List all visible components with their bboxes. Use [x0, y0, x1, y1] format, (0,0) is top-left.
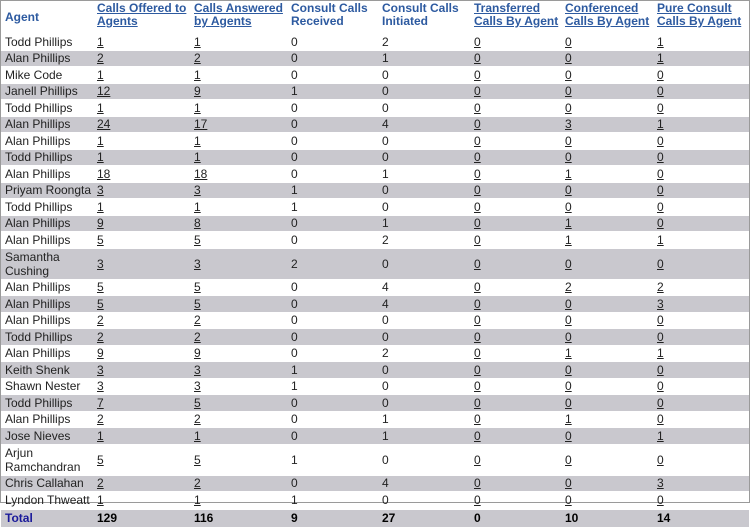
cell-consult-received: 0	[287, 475, 378, 492]
cell-consult-received: 0	[287, 411, 378, 428]
cell-agent: Mike Code	[1, 67, 93, 84]
cell-calls-answered-link[interactable]: 3	[194, 256, 201, 271]
cell-consult-initiated: 1	[378, 166, 470, 183]
cell-calls-answered-link[interactable]: 1	[194, 428, 201, 443]
cell-pure-consult-link[interactable]: 0	[657, 183, 664, 198]
cell-conferenced-link[interactable]: 0	[565, 428, 572, 443]
cell-calls-answered-link[interactable]: 1	[194, 100, 201, 115]
table-row	[1, 133, 749, 150]
cell-conferenced-link[interactable]: 0	[565, 67, 572, 82]
cell-pure-consult-link[interactable]: 1	[657, 51, 664, 66]
cell-pure-consult-link[interactable]: 3	[657, 476, 664, 491]
cell-calls-answered-link[interactable]: 9	[194, 346, 201, 361]
table-row	[1, 312, 749, 329]
cell-transferred-link[interactable]: 0	[474, 150, 481, 165]
cell-calls-offered-link[interactable]: 1	[97, 100, 104, 115]
table-row	[1, 215, 749, 232]
cell-consult-initiated: 1	[378, 50, 470, 67]
cell-calls-offered-link[interactable]: 5	[97, 280, 104, 295]
total-answered: 116	[190, 509, 287, 527]
cell-consult-initiated: 0	[378, 395, 470, 412]
cell-calls-answered-link[interactable]: 5	[194, 296, 201, 311]
cell-calls-answered-link[interactable]: 18	[194, 166, 208, 181]
cell-calls-answered-link[interactable]: 5	[194, 232, 201, 247]
cell-calls-offered-link[interactable]: 18	[97, 166, 111, 181]
cell-conferenced-link[interactable]: 0	[565, 34, 572, 49]
cell-pure-consult-link[interactable]: 0	[657, 329, 664, 344]
table-row	[1, 428, 749, 445]
cell-calls-answered-link[interactable]: 2	[194, 313, 201, 328]
cell-consult-initiated: 4	[378, 475, 470, 492]
cell-agent: Shawn Nester	[1, 378, 93, 395]
cell-conferenced-link[interactable]: 2	[565, 280, 572, 295]
cell-calls-answered-link[interactable]: 17	[194, 117, 208, 132]
cell-consult-initiated: 0	[378, 362, 470, 379]
cell-calls-answered-link[interactable]: 3	[194, 379, 201, 394]
cell-calls-offered-link[interactable]: 24	[97, 117, 111, 132]
cell-consult-initiated: 0	[378, 492, 470, 509]
cell-transferred-link[interactable]: 0	[474, 166, 481, 181]
cell-calls-answered-link[interactable]: 1	[194, 67, 201, 82]
cell-consult-received: 0	[287, 67, 378, 84]
cell-agent: Lyndon Thweatt	[1, 492, 93, 509]
cell-consult-initiated: 0	[378, 329, 470, 346]
cell-agent: Keith Shenk	[1, 362, 93, 379]
cell-agent: Todd Phillips	[1, 100, 93, 117]
cell-consult-initiated: 0	[378, 378, 470, 395]
cell-conferenced-link[interactable]: 0	[565, 379, 572, 394]
cell-consult-received: 0	[287, 50, 378, 67]
cell-pure-consult-link[interactable]: 1	[657, 232, 664, 247]
total-offered: 129	[93, 509, 190, 527]
cell-agent: Chris Callahan	[1, 475, 93, 492]
cell-agent: Alan Phillips	[1, 133, 93, 150]
cell-calls-offered-link[interactable]: 1	[97, 428, 104, 443]
cell-consult-received: 0	[287, 100, 378, 117]
cell-conferenced-link[interactable]: 0	[565, 150, 572, 165]
cell-transferred-link[interactable]: 0	[474, 476, 481, 491]
table-row	[1, 182, 749, 199]
table-row	[1, 395, 749, 412]
cell-calls-answered-link[interactable]: 8	[194, 216, 201, 231]
cell-calls-answered-link[interactable]: 9	[194, 84, 201, 99]
cell-consult-initiated: 1	[378, 215, 470, 232]
cell-pure-consult-link[interactable]: 0	[657, 133, 664, 148]
header-consult-initiated: Consult Calls Initiated	[382, 1, 459, 28]
cell-pure-consult-link[interactable]: 0	[657, 216, 664, 231]
cell-transferred-link[interactable]: 0	[474, 492, 481, 507]
cell-pure-consult-link[interactable]: 2	[657, 280, 664, 295]
header-calls-offered[interactable]: Calls Offered to Agents	[97, 1, 187, 28]
cell-consult-received: 0	[287, 34, 378, 51]
cell-agent: Samantha Cushing	[1, 248, 93, 279]
table-row	[1, 492, 749, 509]
cell-consult-initiated: 2	[378, 345, 470, 362]
cell-consult-received: 0	[287, 345, 378, 362]
cell-transferred-link[interactable]: 0	[474, 183, 481, 198]
table-row	[1, 83, 749, 100]
table-row	[1, 296, 749, 313]
cell-pure-consult-link[interactable]: 1	[657, 346, 664, 361]
cell-agent: Alan Phillips	[1, 215, 93, 232]
cell-calls-answered-link[interactable]: 3	[194, 183, 201, 198]
cell-agent: Alan Phillips	[1, 232, 93, 249]
cell-consult-initiated: 0	[378, 312, 470, 329]
cell-transferred-link[interactable]: 0	[474, 379, 481, 394]
cell-calls-offered-link[interactable]: 5	[97, 296, 104, 311]
cell-transferred-link[interactable]: 0	[474, 313, 481, 328]
cell-pure-consult-link[interactable]: 1	[657, 428, 664, 443]
cell-calls-answered-link[interactable]: 2	[194, 476, 201, 491]
cell-calls-offered-link[interactable]: 5	[97, 452, 104, 467]
total-row	[1, 509, 749, 527]
cell-calls-answered-link[interactable]: 1	[194, 34, 201, 49]
table-row	[1, 199, 749, 216]
table-row	[1, 411, 749, 428]
header-conferenced[interactable]: Conferenced Calls By Agent	[565, 1, 650, 28]
cell-pure-consult-link[interactable]: 0	[657, 452, 664, 467]
cell-calls-offered-link[interactable]: 1	[97, 133, 104, 148]
cell-conferenced-link[interactable]: 0	[565, 256, 572, 271]
cell-conferenced-link[interactable]: 0	[565, 362, 572, 377]
cell-transferred-link[interactable]: 0	[474, 133, 481, 148]
cell-consult-received: 1	[287, 83, 378, 100]
cell-agent: Alan Phillips	[1, 345, 93, 362]
cell-conferenced-link[interactable]: 1	[565, 166, 572, 181]
cell-calls-answered-link[interactable]: 1	[194, 199, 201, 214]
cell-transferred-link[interactable]: 0	[474, 362, 481, 377]
cell-calls-answered-link[interactable]: 1	[194, 492, 201, 507]
cell-transferred-link[interactable]: 0	[474, 67, 481, 82]
cell-conferenced-link[interactable]: 1	[565, 412, 572, 427]
table-row	[1, 345, 749, 362]
cell-consult-initiated: 0	[378, 149, 470, 166]
cell-agent: Jose Nieves	[1, 428, 93, 445]
cell-agent: Alan Phillips	[1, 279, 93, 296]
cell-calls-offered-link[interactable]: 3	[97, 183, 104, 198]
table-row	[1, 50, 749, 67]
cell-pure-consult-link[interactable]: 0	[657, 395, 664, 410]
cell-calls-answered-link[interactable]: 5	[194, 452, 201, 467]
cell-consult-received: 0	[287, 395, 378, 412]
cell-consult-initiated: 1	[378, 428, 470, 445]
header-row	[1, 1, 749, 34]
table-row	[1, 279, 749, 296]
cell-calls-offered-link[interactable]: 12	[97, 84, 111, 99]
header-pure-consult[interactable]: Pure Consult Calls By Agent	[657, 1, 742, 28]
cell-consult-received: 0	[287, 232, 378, 249]
cell-consult-received: 0	[287, 215, 378, 232]
cell-consult-received: 0	[287, 133, 378, 150]
cell-consult-received: 0	[287, 296, 378, 313]
total-conferenced: 10	[561, 509, 653, 527]
cell-agent: Priyam Roongta	[1, 182, 93, 199]
cell-consult-initiated: 0	[378, 182, 470, 199]
cell-conferenced-link[interactable]: 0	[565, 183, 572, 198]
cell-calls-offered-link[interactable]: 1	[97, 34, 104, 49]
cell-calls-answered-link[interactable]: 2	[194, 329, 201, 344]
cell-calls-offered-link[interactable]: 3	[97, 362, 104, 377]
cell-pure-consult-link[interactable]: 0	[657, 100, 664, 115]
cell-consult-initiated: 1	[378, 411, 470, 428]
cell-consult-received: 0	[287, 166, 378, 183]
cell-consult-initiated: 0	[378, 248, 470, 279]
cell-calls-offered-link[interactable]: 9	[97, 216, 104, 231]
cell-consult-received: 1	[287, 182, 378, 199]
cell-conferenced-link[interactable]: 0	[565, 476, 572, 491]
cell-transferred-link[interactable]: 0	[474, 51, 481, 66]
cell-calls-answered-link[interactable]: 2	[194, 51, 201, 66]
cell-calls-offered-link[interactable]: 9	[97, 346, 104, 361]
cell-calls-offered-link[interactable]: 1	[97, 199, 104, 214]
cell-consult-received: 2	[287, 248, 378, 279]
cell-agent: Alan Phillips	[1, 296, 93, 313]
cell-transferred-link[interactable]: 0	[474, 346, 481, 361]
cell-conferenced-link[interactable]: 0	[565, 452, 572, 467]
cell-pure-consult-link[interactable]: 3	[657, 296, 664, 311]
cell-consult-initiated: 4	[378, 279, 470, 296]
header-transferred[interactable]: Transferred Calls By Agent	[474, 1, 559, 28]
header-agent: Agent	[5, 10, 39, 24]
cell-transferred-link[interactable]: 0	[474, 412, 481, 427]
cell-calls-answered-link[interactable]: 1	[194, 133, 201, 148]
table-row	[1, 149, 749, 166]
cell-consult-initiated: 2	[378, 232, 470, 249]
cell-consult-received: 1	[287, 378, 378, 395]
cell-consult-received: 1	[287, 444, 378, 475]
cell-consult-initiated: 2	[378, 34, 470, 51]
cell-agent: Alan Phillips	[1, 312, 93, 329]
cell-agent: Alan Phillips	[1, 411, 93, 428]
cell-pure-consult-link[interactable]: 0	[657, 84, 664, 99]
cell-agent: Todd Phillips	[1, 34, 93, 51]
cell-transferred-link[interactable]: 0	[474, 296, 481, 311]
cell-consult-initiated: 0	[378, 100, 470, 117]
cell-calls-answered-link[interactable]: 1	[194, 150, 201, 165]
cell-agent: Todd Phillips	[1, 149, 93, 166]
cell-consult-received: 0	[287, 428, 378, 445]
cell-calls-offered-link[interactable]: 1	[97, 492, 104, 507]
cell-calls-answered-link[interactable]: 3	[194, 362, 201, 377]
total-label: Total	[1, 509, 93, 527]
table-row	[1, 444, 749, 475]
total-received: 9	[287, 509, 378, 527]
cell-pure-consult-link[interactable]: 0	[657, 166, 664, 181]
cell-calls-offered-link[interactable]: 1	[97, 150, 104, 165]
cell-consult-initiated: 0	[378, 199, 470, 216]
table-row	[1, 34, 749, 51]
table-row	[1, 378, 749, 395]
cell-conferenced-link[interactable]: 1	[565, 346, 572, 361]
cell-transferred-link[interactable]: 0	[474, 232, 481, 247]
cell-agent: Janell Phillips	[1, 83, 93, 100]
cell-transferred-link[interactable]: 0	[474, 34, 481, 49]
cell-consult-received: 0	[287, 149, 378, 166]
cell-transferred-link[interactable]: 0	[474, 100, 481, 115]
cell-agent: Todd Phillips	[1, 329, 93, 346]
cell-transferred-link[interactable]: 0	[474, 395, 481, 410]
cell-agent: Alan Phillips	[1, 166, 93, 183]
cell-pure-consult-link[interactable]: 0	[657, 313, 664, 328]
cell-conferenced-link[interactable]: 0	[565, 329, 572, 344]
table-row	[1, 232, 749, 249]
cell-conferenced-link[interactable]: 1	[565, 232, 572, 247]
cell-conferenced-link[interactable]: 0	[565, 296, 572, 311]
cell-agent: Alan Phillips	[1, 50, 93, 67]
cell-calls-offered-link[interactable]: 3	[97, 256, 104, 271]
table-row	[1, 67, 749, 84]
cell-calls-offered-link[interactable]: 5	[97, 232, 104, 247]
cell-transferred-link[interactable]: 0	[474, 256, 481, 271]
cell-transferred-link[interactable]: 0	[474, 117, 481, 132]
cell-conferenced-link[interactable]: 3	[565, 117, 572, 132]
cell-agent: Todd Phillips	[1, 199, 93, 216]
table-row	[1, 362, 749, 379]
table-row	[1, 475, 749, 492]
cell-transferred-link[interactable]: 0	[474, 280, 481, 295]
cell-pure-consult-link[interactable]: 0	[657, 362, 664, 377]
cell-conferenced-link[interactable]: 0	[565, 51, 572, 66]
cell-consult-initiated: 0	[378, 444, 470, 475]
cell-agent: Alan Phillips	[1, 116, 93, 133]
cell-transferred-link[interactable]: 0	[474, 216, 481, 231]
cell-calls-offered-link[interactable]: 2	[97, 412, 104, 427]
cell-consult-initiated: 4	[378, 296, 470, 313]
cell-calls-offered-link[interactable]: 3	[97, 379, 104, 394]
cell-transferred-link[interactable]: 0	[474, 452, 481, 467]
cell-calls-answered-link[interactable]: 2	[194, 412, 201, 427]
cell-calls-offered-link[interactable]: 7	[97, 395, 104, 410]
cell-consult-received: 0	[287, 116, 378, 133]
cell-consult-received: 0	[287, 279, 378, 296]
cell-consult-received: 0	[287, 312, 378, 329]
cell-conferenced-link[interactable]: 0	[565, 84, 572, 99]
cell-conferenced-link[interactable]: 1	[565, 216, 572, 231]
cell-conferenced-link[interactable]: 0	[565, 492, 572, 507]
table-row	[1, 248, 749, 279]
cell-consult-initiated: 4	[378, 116, 470, 133]
cell-conferenced-link[interactable]: 0	[565, 313, 572, 328]
cell-conferenced-link[interactable]: 0	[565, 133, 572, 148]
cell-transferred-link[interactable]: 0	[474, 84, 481, 99]
agent-calls-table	[1, 1, 749, 527]
cell-conferenced-link[interactable]: 0	[565, 100, 572, 115]
total-transferred: 0	[470, 509, 561, 527]
cell-calls-answered-link[interactable]: 5	[194, 395, 201, 410]
cell-pure-consult-link[interactable]: 1	[657, 34, 664, 49]
cell-conferenced-link[interactable]: 0	[565, 395, 572, 410]
cell-transferred-link[interactable]: 0	[474, 428, 481, 443]
cell-agent: Todd Phillips	[1, 395, 93, 412]
cell-calls-offered-link[interactable]: 2	[97, 313, 104, 328]
cell-pure-consult-link[interactable]: 0	[657, 379, 664, 394]
cell-consult-received: 1	[287, 492, 378, 509]
cell-pure-consult-link[interactable]: 0	[657, 67, 664, 82]
cell-conferenced-link[interactable]: 0	[565, 199, 572, 214]
header-consult-received: Consult Calls Received	[291, 1, 368, 28]
cell-pure-consult-link[interactable]: 0	[657, 492, 664, 507]
cell-pure-consult-link[interactable]: 0	[657, 256, 664, 271]
total-initiated: 27	[378, 509, 470, 527]
cell-pure-consult-link[interactable]: 0	[657, 150, 664, 165]
cell-pure-consult-link[interactable]: 0	[657, 412, 664, 427]
table-row	[1, 116, 749, 133]
cell-calls-offered-link[interactable]: 2	[97, 476, 104, 491]
cell-consult-received: 0	[287, 329, 378, 346]
cell-consult-initiated: 0	[378, 133, 470, 150]
cell-consult-received: 1	[287, 362, 378, 379]
table-row	[1, 329, 749, 346]
cell-calls-offered-link[interactable]: 1	[97, 67, 104, 82]
cell-consult-received: 1	[287, 199, 378, 216]
cell-calls-offered-link[interactable]: 2	[97, 329, 104, 344]
cell-consult-initiated: 0	[378, 67, 470, 84]
cell-agent: Arjun Ramchandran	[1, 444, 93, 475]
cell-calls-offered-link[interactable]: 2	[97, 51, 104, 66]
cell-transferred-link[interactable]: 0	[474, 329, 481, 344]
table-row	[1, 166, 749, 183]
cell-calls-answered-link[interactable]: 5	[194, 280, 201, 295]
cell-consult-initiated: 0	[378, 83, 470, 100]
cell-pure-consult-link[interactable]: 1	[657, 117, 664, 132]
table-row	[1, 100, 749, 117]
cell-pure-consult-link[interactable]: 0	[657, 199, 664, 214]
cell-transferred-link[interactable]: 0	[474, 199, 481, 214]
total-pure: 14	[653, 509, 749, 527]
header-calls-answered[interactable]: Calls Answered by Agents	[194, 1, 283, 28]
